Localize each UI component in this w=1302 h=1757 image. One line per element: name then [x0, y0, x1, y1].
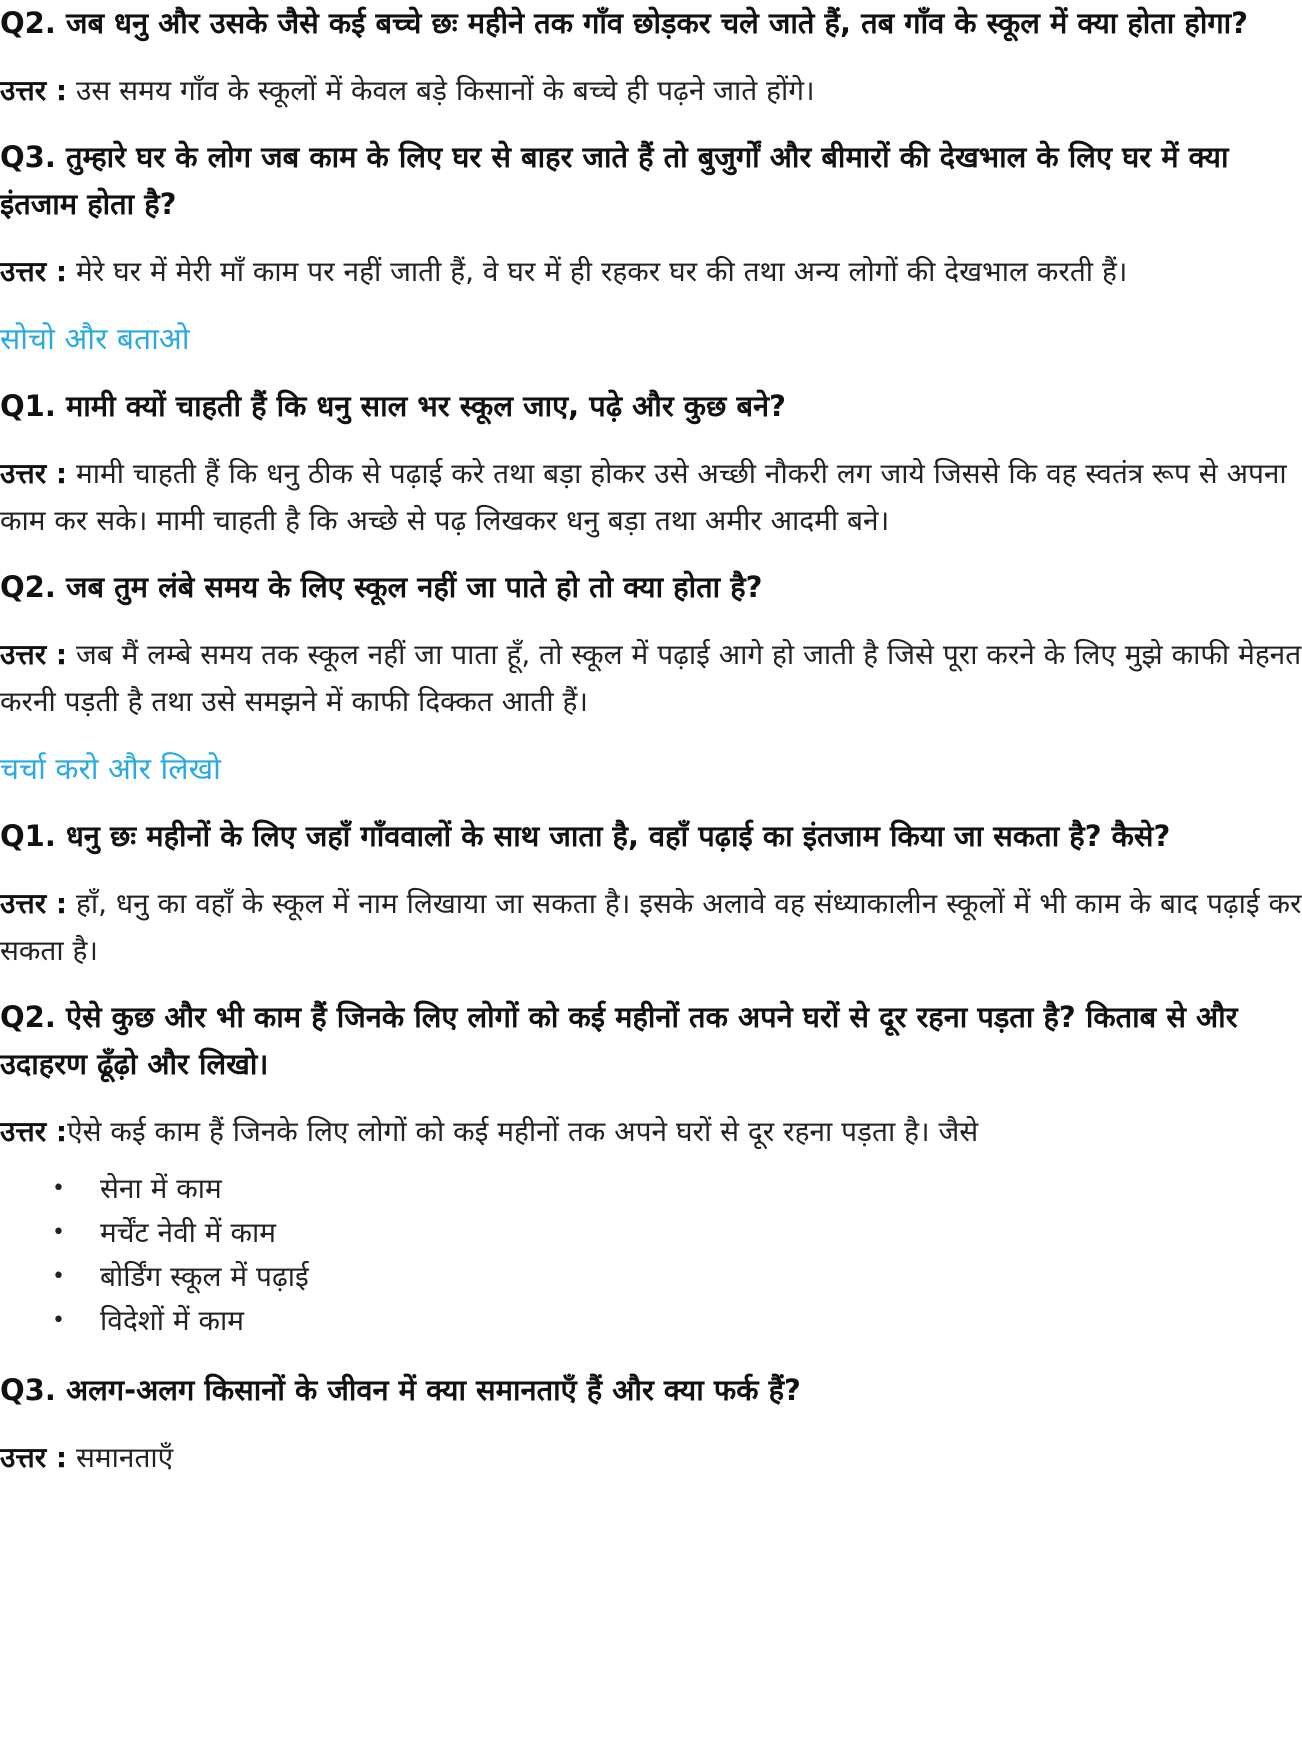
answer-text: मामी चाहती हैं कि धनु ठीक से पढ़ाई करे तथा बड़ा होकर उसे अच्छी नौकरी लग जाये जिससे कि वह स्वतंत्र रूप से अपना काम कर सके। मामी चाहती है कि अच्छे से पढ़ लिखकर धनु बड़ा तथा अमीर आदमी बने।	[0, 457, 1287, 537]
section-heading-socho: सोचो और बताओ	[0, 322, 190, 357]
question-q3-farmers: Q3. अलग-अलग किसानों के जीवन में क्या समानताएँ हैं और क्या फर्क हैं?	[0, 1373, 801, 1407]
list-item: • विदेशों में काम	[100, 1299, 1302, 1343]
answer-q3-care	[0, 248, 1302, 295]
answer-label: उत्तर :	[0, 457, 68, 490]
question-q1-mami: Q1. मामी क्यों चाहती हैं कि धनु साल भर स्कूल जाए, पढ़े और कुछ बने?	[0, 389, 786, 423]
answer-label: उत्तर :	[0, 1115, 68, 1148]
answer-label: उत्तर :	[0, 638, 68, 671]
section-heading-charcha: चर्चा करो और लिखो	[0, 752, 221, 787]
list-item: • सेना में काम	[100, 1167, 1302, 1211]
list-item: • बोर्डिंग स्कूल में पढ़ाई	[100, 1255, 1302, 1299]
answer-q3-farmers	[0, 1434, 1302, 1481]
answer-text: मेरे घर में मेरी माँ काम पर नहीं जाती हैं, वे घर में ही रहकर घर की तथा अन्य लोगों की देखभाल करती हैं।	[67, 255, 1128, 288]
answer-q2-school	[0, 67, 1302, 114]
answer-label: उत्तर :	[0, 255, 68, 288]
answer-text: समानताएँ	[67, 1441, 174, 1474]
question-q2-school: Q2. जब धनु और उसके जैसे कई बच्चे छः महीने तक गाँव छोड़कर चले जाते हैं, तब गाँव के स्कूल में क्या होता होगा?	[0, 6, 1248, 40]
question-q1-dhanu-study: Q1. धनु छः महीनों के लिए जहाँ गाँववालों के साथ जाता है, वहाँ पढ़ाई का इंतजाम किया जा सकता है? कैसे?	[0, 819, 1171, 853]
question-q2-long-absence: Q2. जब तुम लंबे समय के लिए स्कूल नहीं जा पाते हो तो क्या होता है?	[0, 570, 763, 604]
question-q2-away-work: Q2. ऐसे कुछ और भी काम हैं जिनके लिए लोगों को कई महीनों तक अपने घरों से दूर रहना पड़ता है? किताब से और उदाहरण ढूँढ़ो और लिखो।	[0, 1000, 1238, 1081]
examples-list	[0, 1167, 1302, 1343]
list-item: • मर्चेंट नेवी में काम	[100, 1211, 1302, 1255]
answer-label: उत्तर :	[0, 1441, 68, 1474]
answer-text: उस समय गाँव के स्कूलों में केवल बड़े किसानों के बच्चे ही पढ़ने जाते होंगे।	[67, 74, 815, 107]
question-q3-care: Q3. तुम्हारे घर के लोग जब काम के लिए घर से बाहर जाते हैं तो बुजुर्गों और बीमारों की देखभाल के लिए घर में क्या इंतजाम होता है?	[0, 140, 1229, 221]
answer-text: ऐसे कई काम हैं जिनके लिए लोगों को कई महीनों तक अपने घरों से दूर रहना पड़ता है। जैसे	[67, 1115, 979, 1148]
answer-label: उत्तर :	[0, 74, 68, 107]
answer-q1-mami	[0, 450, 1302, 544]
answer-text: हाँ, धनु का वहाँ के स्कूल में नाम लिखाया जा सकता है। इसके अलावे वह संध्याकालीन स्कूलों में भी काम के बाद पढ़ाई कर सकता है।	[0, 887, 1302, 967]
answer-q1-dhanu-study	[0, 880, 1302, 974]
answer-label: उत्तर :	[0, 887, 68, 920]
answer-q2-long-absence	[0, 631, 1302, 725]
answer-text: जब मैं लम्बे समय तक स्कूल नहीं जा पाता हूँ, तो स्कूल में पढ़ाई आगे हो जाती है जिसे पूरा करने के लिए मुझे काफी मेहनत करनी पड़ती है तथा उसे समझने में काफी दिक्कत आती हैं।	[0, 638, 1302, 718]
answer-q2-away-work	[0, 1108, 1302, 1155]
